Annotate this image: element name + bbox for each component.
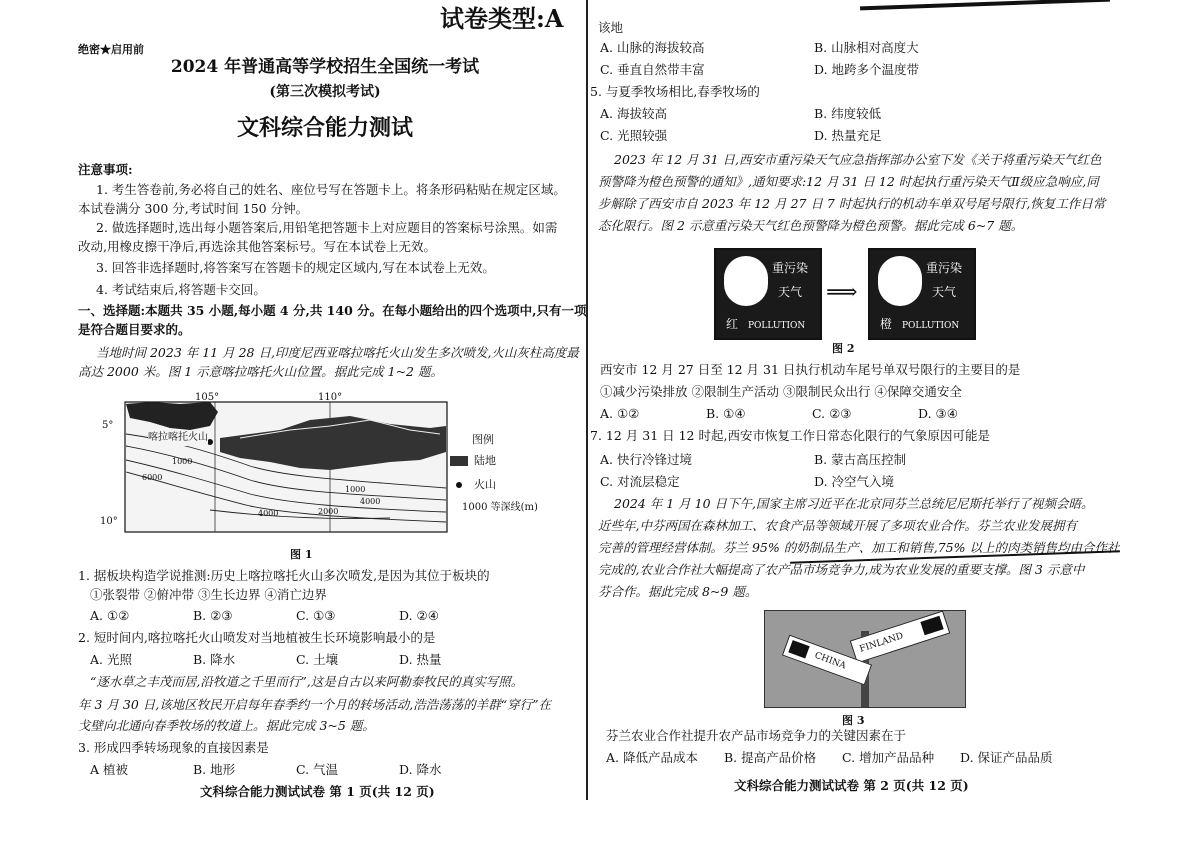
longitude-label: 105° xyxy=(195,392,220,403)
passage-line: 2023 年 12 月 31 日,西安市重污染天气应急指挥部办公室下发《关于将重污染天气红色 xyxy=(614,152,1102,167)
option[interactable]: C. 对流层稳定 xyxy=(600,474,680,489)
option[interactable]: C. 气温 xyxy=(296,762,339,777)
longitude-label: 110° xyxy=(318,392,343,403)
option[interactable]: B. 提高产品价格 xyxy=(724,750,817,765)
option[interactable]: C. 土壤 xyxy=(296,652,339,667)
finland-flag-icon xyxy=(920,616,943,635)
question-6-options xyxy=(600,406,958,422)
passage-line: 年 3 月 30 日,该地区牧民开启每年春季约一个月的转场活动,浩浩荡荡的羊群“穿行”在 xyxy=(78,697,551,712)
question-2: 2. 短时间内,喀拉喀托火山喷发对当地植被生长环境影响最小的是 xyxy=(78,630,436,645)
note-line: 3. 回答非选择题时,将答案写在答题卡的规定区域内,写在本试卷上无效。 xyxy=(96,260,495,275)
legend-title: 图例 xyxy=(472,433,494,446)
notes-heading: 注意事项: xyxy=(78,162,133,177)
question-1-items: ①张裂带 ②俯冲带 ③生长边界 ④消亡边界 xyxy=(90,587,327,602)
isobath-label: 2000 xyxy=(318,507,339,516)
volcano-label: 喀拉喀托火山 xyxy=(148,430,208,446)
option[interactable]: D. 地跨多个温度带 xyxy=(814,62,920,77)
page-footer: 文科综合能力测试试卷 第 2 页(共 12 页) xyxy=(734,778,969,793)
option[interactable]: A. 山脉的海拔较高 xyxy=(600,40,705,55)
question-4-tail: 该地 xyxy=(598,20,624,35)
option[interactable]: D. 热量 xyxy=(399,652,442,667)
china-label: CHINA xyxy=(813,650,848,672)
option[interactable]: C. ①③ xyxy=(296,608,336,623)
legend-land-label: 陆地 xyxy=(474,454,496,467)
page-footer: 文科综合能力测试试卷 第 1 页(共 12 页) xyxy=(200,784,435,799)
option[interactable]: A. 光照 xyxy=(90,652,132,667)
latitude-label: 10° xyxy=(100,516,118,527)
question-3-options xyxy=(90,762,442,778)
china-flag-icon xyxy=(788,640,809,658)
section-heading: 是符合题目要求的。 xyxy=(78,322,191,337)
isobath-label: 4000 xyxy=(360,497,381,506)
passage-line: 完成的,农业合作社大幅提高了农产品市场竞争力,成为农业发展的重要支撑。图 3 示意中 xyxy=(598,562,1085,577)
question-2-options xyxy=(90,652,442,668)
option[interactable]: D. 冷空气入境 xyxy=(814,474,895,489)
option[interactable]: C. 光照较强 xyxy=(600,128,668,143)
option[interactable]: B. 纬度较低 xyxy=(814,106,882,121)
figure-2-orange-sign xyxy=(868,248,976,340)
passage-line: 当地时间 2023 年 11 月 28 日,印度尼西亚喀拉喀托火山发生多次喷发,火山灰柱高度最 xyxy=(96,345,579,360)
note-line: 改动,用橡皮擦干净后,再选涂其他答案标号。写在本试卷上无效。 xyxy=(78,239,436,254)
sign-mid-text: 天气 xyxy=(932,285,957,299)
figure-1-map xyxy=(90,390,550,540)
option[interactable]: C. ②③ xyxy=(812,406,852,421)
passage-line: 近些年,中芬两国在森林加工、农食产品等领域开展了多项农业合作。芬兰农业发展拥有 xyxy=(598,518,1077,533)
passage-line: 芬合作。据此完成 8~9 题。 xyxy=(598,584,758,599)
option[interactable]: A. 海拔较高 xyxy=(600,106,667,121)
question-8: 芬兰农业合作社提升农产品市场竞争力的关键因素在于 xyxy=(606,728,907,743)
confidential-mark: 绝密★启用前 xyxy=(78,43,144,56)
option[interactable]: B. 山脉相对高度大 xyxy=(814,40,919,55)
option[interactable]: D. 热量充足 xyxy=(814,128,882,143)
question-8-options xyxy=(606,750,1053,766)
isobath-label: 1000 xyxy=(172,457,193,466)
isobath-label: 1000 xyxy=(345,485,366,494)
question-5: 5. 与夏季牧场相比,春季牧场的 xyxy=(590,84,760,99)
isobath-label: 4000 xyxy=(258,509,279,518)
option[interactable]: D. 保证产品品质 xyxy=(960,750,1053,765)
question-6: 西安市 12 月 27 日至 12 月 31 日执行机动车尾号单双号限行的主要目的是 xyxy=(600,362,1021,377)
pollution-text: POLLUTION xyxy=(902,321,960,331)
passage-line: 预警降为橙色预警的通知》,通知要求:12 月 31 日 12 时起执行重污染天气Ⅱ级应急响应,同 xyxy=(598,174,1099,189)
exam-subtitle: (第三次模拟考试) xyxy=(269,84,381,100)
subject-title: 文科综合能力测试 xyxy=(236,115,413,141)
arrow-right-icon: ⟹ xyxy=(826,280,858,305)
question-1: 1. 据板块构造学说推测:历史上喀拉喀托火山多次喷发,是因为其位于板块的 xyxy=(78,568,490,583)
figure-2-red-sign xyxy=(714,248,822,340)
option[interactable]: D. ②④ xyxy=(399,608,439,623)
option[interactable]: A. 降低产品成本 xyxy=(606,750,698,765)
figure-2-caption: 图 2 xyxy=(832,342,855,355)
passage-line: 戈壁向北通向春季牧场的牧道上。据此完成 3~5 题。 xyxy=(78,718,375,733)
option[interactable]: A. ①② xyxy=(90,608,130,623)
sign-mid-text: 天气 xyxy=(778,285,803,299)
passage-line: 步解除了西安市自 2023 年 12 月 27 日 7 时起执行的机动车单双号尾号限行,恢复工作日常 xyxy=(598,196,1106,211)
passage-line: 2024 年 1 月 10 日下午,国家主席习近平在北京同芬兰总统尼尼斯托举行了视频会晤。 xyxy=(614,496,1094,511)
passage-line: “逐水草之丰茂而居,沿牧道之千里而行”,这是自古以来阿勒泰牧民的真实写照。 xyxy=(90,674,524,689)
isobath-label: 6000 xyxy=(142,473,163,482)
sign-top-text: 重污染 xyxy=(926,261,963,275)
option[interactable]: B. 地形 xyxy=(193,762,236,777)
option[interactable]: B. 蒙古高压控制 xyxy=(814,452,907,467)
mask-face-icon xyxy=(878,256,922,306)
legend-land-swatch xyxy=(450,456,468,466)
option[interactable]: D. ③④ xyxy=(918,406,958,421)
finland-sign xyxy=(850,610,951,663)
sign-top-text: 重污染 xyxy=(772,261,809,275)
legend-isobath-label: 1000 等深线(m) xyxy=(462,502,538,513)
passage-line: 高达 2000 米。图 1 示意喀拉喀托火山位置。据此完成 1~2 题。 xyxy=(78,364,443,379)
passage-line: 完善的管理经营体制。芬兰 95% 的奶制品生产、加工和销售,75% 以上的肉类销售均由合作社 xyxy=(598,540,1120,555)
orange-label: 橙 xyxy=(880,317,893,331)
question-7: 7. 12 月 31 日 12 时起,西安市恢复工作日常态化限行的气象原因可能是 xyxy=(590,428,990,443)
page-divider xyxy=(586,0,588,800)
option[interactable]: B. 降水 xyxy=(193,652,236,667)
passage-line: 态化限行。图 2 示意重污染天气红色预警降为橙色预警。据此完成 6~7 题。 xyxy=(598,218,1024,233)
note-line: 2. 做选择题时,选出每小题答案后,用铅笔把答题卡上对应题目的答案标号涂黑。如需 xyxy=(96,220,558,235)
figure-3-caption: 图 3 xyxy=(842,714,865,727)
section-heading: 一、选择题:本题共 35 小题,每小题 4 分,共 140 分。在每小题给出的四个选项中,只有一项 xyxy=(78,303,587,318)
note-line: 1. 考生答卷前,务必将自己的姓名、座位号写在答题卡上。将条形码粘贴在规定区域。 xyxy=(96,182,566,197)
option[interactable]: A. ①② xyxy=(600,406,640,421)
figure-1-caption: 图 1 xyxy=(290,548,313,561)
option[interactable]: A. 快行冷锋过境 xyxy=(600,452,692,467)
option[interactable]: A 植被 xyxy=(90,762,129,777)
option[interactable]: B. ②③ xyxy=(193,608,233,623)
red-label: 红 xyxy=(726,317,739,331)
option[interactable]: D. 降水 xyxy=(399,762,442,777)
pollution-text: POLLUTION xyxy=(748,321,806,331)
exam-title: 2024 年普通高等学校招生全国统一考试 xyxy=(170,57,480,77)
figure-3-signpost xyxy=(764,610,966,708)
note-line: 4. 考试结束后,将答题卡交回。 xyxy=(96,282,266,297)
option[interactable]: B. ①④ xyxy=(706,406,746,421)
finland-label: FINLAND xyxy=(858,631,905,655)
legend-volcano-label: 火山 xyxy=(474,478,496,491)
question-1-options xyxy=(90,608,439,624)
latitude-label: 5° xyxy=(102,420,114,431)
question-6-items: ①减少污染排放 ②限制生产活动 ③限制民众出行 ④保障交通安全 xyxy=(600,384,962,399)
option[interactable]: C. 增加产品品种 xyxy=(842,750,935,765)
scribble-mark xyxy=(860,0,1110,10)
paper-type-label: 试卷类型:A xyxy=(440,4,564,33)
legend-volcano-dot xyxy=(456,482,462,488)
question-3: 3. 形成四季转场现象的直接因素是 xyxy=(78,740,269,755)
option[interactable]: C. 垂直自然带丰富 xyxy=(600,62,705,77)
note-line: 本试卷满分 300 分,考试时间 150 分钟。 xyxy=(78,201,309,216)
mask-face-icon xyxy=(724,256,768,306)
